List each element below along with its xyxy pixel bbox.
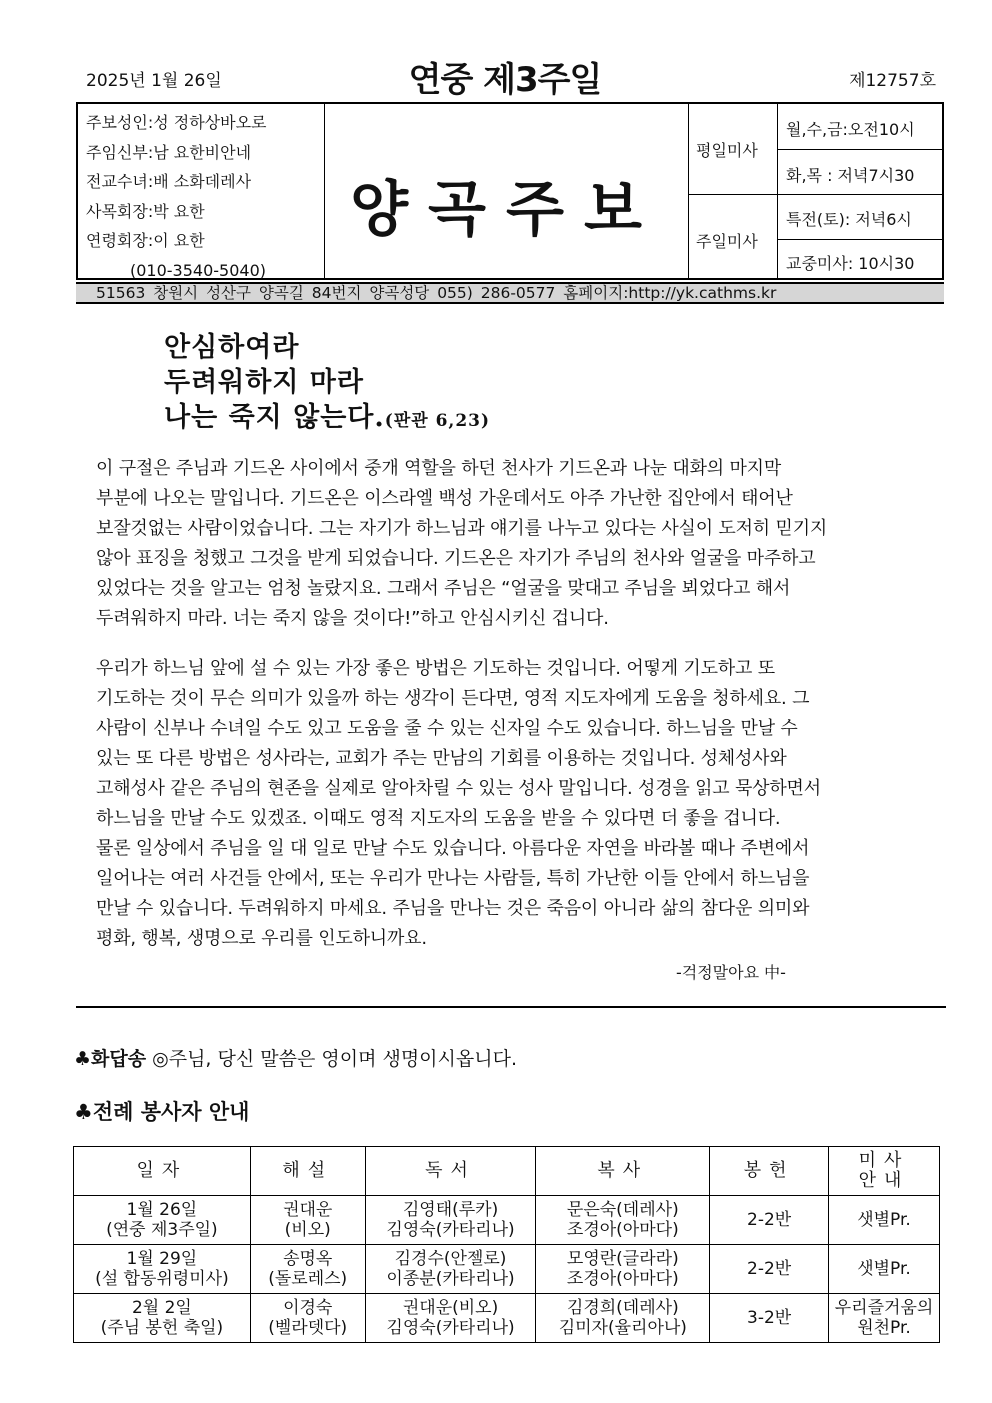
staff-item: 사목회장:박 요한 xyxy=(86,201,205,221)
bulletin-name: 양곡주보 xyxy=(350,175,662,245)
divider xyxy=(778,149,944,150)
text-line: 만날 수 있습니다. 두려워하지 마세요. 주님을 만나는 것은 죽음이 아니라 삶의 참다운 의미와 xyxy=(96,898,810,919)
table-row xyxy=(74,1245,940,1294)
cell-guide: 우리즐거움의 원천Pr. xyxy=(829,1294,940,1343)
text-line: 물론 일상에서 주님을 일 대 일로 만날 수도 있습니다. 아름다운 자연을 바라볼 때나 주변에서 xyxy=(96,838,810,859)
cell-server: 모영란(글라라) 조경아(아마다) xyxy=(536,1245,710,1294)
cell-date: 1월 29일 (설 합동위령미사) xyxy=(74,1245,251,1294)
staff-item: 주보성인:성 정하상바오로 xyxy=(86,113,267,132)
text-line: 하느님을 만날 수도 있겠죠. 이때도 영적 지도자의 도움을 받을 수 있다면 더 좋을 겁니다. xyxy=(96,808,781,829)
body-paragraph xyxy=(86,654,936,954)
weekday-mass-time: 월,수,금:오전10시 xyxy=(786,120,915,139)
text-line: 않아 표징을 청했고 그것을 받게 되었습니다. 기드온은 자기가 주님의 천사와 얼굴을 마주하고 xyxy=(96,548,816,569)
verse-line xyxy=(164,400,490,439)
table-row xyxy=(74,1196,940,1245)
masthead xyxy=(76,102,944,280)
service-table xyxy=(73,1146,940,1343)
staff-item: 전교수녀:배 소화데레사 xyxy=(86,172,252,191)
responsorial-psalm xyxy=(74,1044,517,1071)
text-line: 이 구절은 주님과 기드온 사이에서 중개 역할을 하던 천사가 기드온과 나눈 대화의 마지막 xyxy=(96,458,782,479)
cell-commentary: 권대운 (비오) xyxy=(250,1196,365,1245)
divider xyxy=(778,239,944,240)
cell-reading: 김영태(루카) 김영숙(카타리나) xyxy=(365,1196,536,1245)
sunday-mass-time: 특전(토): 저녁6시 xyxy=(786,210,912,229)
text-line: 두려워하지 마라. 너는 죽지 않을 것이다!”하고 안심시키신 겁니다. xyxy=(96,608,609,629)
verse-line: 안심하여라 xyxy=(164,332,300,363)
cell-reading: 김경수(안젤로) 이종분(카타리나) xyxy=(365,1245,536,1294)
liturgical-title: 연중 제3주일 xyxy=(408,60,602,100)
service-section-title: ♣전례 봉사자 안내 xyxy=(74,1100,250,1124)
cell-commentary: 이경숙 (벨라뎃다) xyxy=(250,1294,365,1343)
cell-server: 김경희(데레사) 김미자(율리아나) xyxy=(536,1294,710,1343)
divider xyxy=(777,104,778,278)
text-line: 평화, 행복, 생명으로 우리를 인도하니까요. xyxy=(96,928,427,949)
sunday-mass-time: 교중미사: 10시30 xyxy=(786,254,915,273)
text-line: 보잘것없는 사람이었습니다. 그는 자기가 하느님과 얘기를 나누고 있다는 사실이 도저히 믿기지 xyxy=(96,518,828,539)
cell-offering: 2-2반 xyxy=(710,1245,829,1294)
text-line: 우리가 하느님 앞에 설 수 있는 가장 좋은 방법은 기도하는 것입니다. 어떻게 기도하고 또 xyxy=(96,658,775,679)
table-header-row xyxy=(74,1147,940,1196)
text-line: 사람이 신부나 수녀일 수도 있고 도움을 줄 수 있는 신자일 수도 있습니다. 하느님을 만날 수 xyxy=(96,718,798,739)
text-line: 고해성사 같은 주님의 현존을 실제로 알아차릴 수 있는 성사 말입니다. 성경을 읽고 묵상하면서 xyxy=(96,778,821,799)
text-line: 일어나는 여러 사건들 안에서, 또는 우리가 만나는 사람들, 특히 가난한 이들 안에서 하느님을 xyxy=(96,868,810,889)
divider xyxy=(324,104,325,278)
source-credit: -걱정말아요 中- xyxy=(676,963,786,982)
section-divider xyxy=(76,1006,946,1008)
text-line: 있는 또 다른 방법은 성사라는, 교회가 주는 만남의 기회를 이용하는 것입니다. 성체성사와 xyxy=(96,748,787,769)
header-date: 일자 xyxy=(74,1147,251,1196)
psalm-text: ◎주님, 당신 말씀은 영이며 생명이시옵니다. xyxy=(146,1048,517,1070)
cell-commentary: 송명옥 (돌로레스) xyxy=(250,1245,365,1294)
text-line: 기도하는 것이 무슨 의미가 있을까 하는 생각이 든다면, 영적 지도자에게 도움을 청하세요. 그 xyxy=(96,688,810,709)
text-line: 있었다는 것을 알고는 엄청 놀랐지요. 그래서 주님은 “얼굴을 맞대고 주님을 뵈었다고 해서 xyxy=(96,578,791,599)
cell-offering: 2-2반 xyxy=(710,1196,829,1245)
staff-item: 주임신부:남 요한비안네 xyxy=(86,142,252,162)
header-offering: 봉헌 xyxy=(710,1147,829,1196)
cell-guide: 샛별Pr. xyxy=(829,1196,940,1245)
psalm-label: ♣화답송 xyxy=(74,1048,147,1070)
cell-date: 2월 2일 (주님 봉헌 축일) xyxy=(74,1294,251,1343)
scripture-verse xyxy=(164,330,490,439)
verse-line-text: 나는 죽지 않는다. xyxy=(164,402,385,433)
cell-offering: 3-2반 xyxy=(710,1294,829,1343)
sunday-mass-label: 주일미사 xyxy=(696,232,758,251)
address-bar: 51563 창원시 성산구 양곡길 84번지 양곡성당 055) 286-0577 홈페이지:http://yk.cathms.kr xyxy=(76,282,944,304)
divider xyxy=(778,194,944,195)
body-paragraph xyxy=(86,454,936,634)
issue-number: 제12757호 xyxy=(849,71,936,91)
header-guide: 미사 안내 xyxy=(829,1147,940,1196)
header-commentary: 해설 xyxy=(250,1147,365,1196)
staff-list xyxy=(86,108,267,285)
divider xyxy=(688,104,689,278)
header-server: 복사 xyxy=(536,1147,710,1196)
cell-date: 1월 26일 (연중 제3주일) xyxy=(74,1196,251,1245)
cell-server: 문은숙(데레사) 조경아(아마다) xyxy=(536,1196,710,1245)
verse-reference: (판관 6,23) xyxy=(384,411,491,431)
contact-phone: (010-3540-5040) xyxy=(130,260,267,280)
cell-guide: 샛별Pr. xyxy=(829,1245,940,1294)
weekday-mass-time: 화,목 : 저녁7시30 xyxy=(786,166,915,185)
issue-date: 2025년 1월 26일 xyxy=(86,71,222,91)
verse-line: 두려워하지 마라 xyxy=(164,367,364,398)
divider xyxy=(689,194,777,195)
text-line: 부분에 나오는 말입니다. 기드온은 이스라엘 백성 가운데서도 아주 가난한 집안에서 태어난 xyxy=(96,488,793,509)
weekday-mass-label: 평일미사 xyxy=(696,141,758,160)
staff-item: 연령회장:이 요한 xyxy=(86,231,205,250)
header-reading: 독서 xyxy=(365,1147,536,1196)
cell-reading: 권대운(비오) 김영숙(카타리나) xyxy=(365,1294,536,1343)
table-row xyxy=(74,1294,940,1343)
